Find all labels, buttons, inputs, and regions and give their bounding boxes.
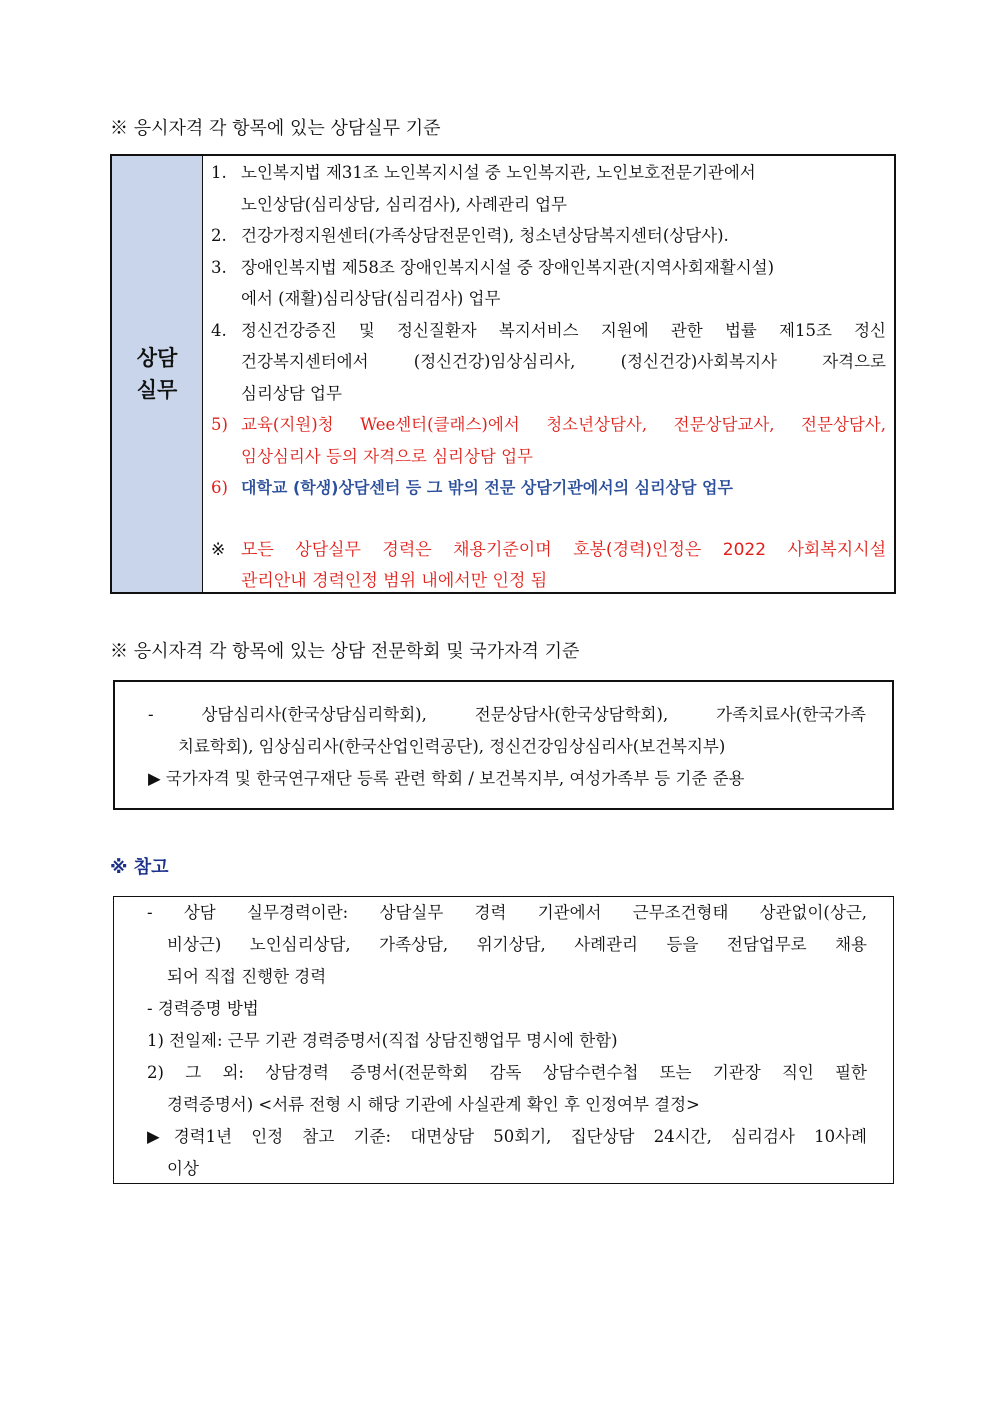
section2-heading: ※ 응시자격 각 항목에 있는 상담 전문학회 및 국가자격 기준 (110, 641, 580, 662)
item-text: 정신건강증진 및 정신질환자 복지서비스 지원에 관한 법률 제15조 정신 (241, 320, 886, 340)
criteria-item-6 (211, 472, 886, 504)
item-text: 대학교 (학생)상담센터 등 그 밖의 전문 상담기관에서의 심리상담 업무 (241, 478, 733, 497)
item-text: 장애인복지법 제58조 장애인복지시설 중 장애인복지관(지역사회재활시설) (241, 257, 775, 277)
qualification-line: - 상담심리사(한국상담심리학회), 전문상담사(한국상담학회), 가족치료사(한국가족 (148, 705, 866, 724)
criteria-item-3 (211, 252, 886, 315)
reference-line: 이상 (167, 1159, 199, 1178)
reference-line: - 경력증명 방법 (147, 999, 259, 1018)
item-text: 노인상담(심리상담, 심리검사), 사례관리 업무 (241, 194, 568, 214)
section1-heading: ※ 응시자격 각 항목에 있는 상담실무 기준 (110, 118, 441, 139)
item-text: 건강복지센터에서 (정신건강)임상심리사, (정신건강)사회복지사 자격으로 (241, 352, 886, 371)
criteria-list (203, 156, 894, 592)
item-text: 에서 (재활)심리상담(심리검사) 업무 (241, 289, 501, 308)
item-number: 3. (211, 257, 227, 277)
item-number: 4. (211, 320, 227, 340)
reference-line: ▶경력1년 인정 참고 기준: 대면상담 50회기, 집단상담 24시간, 심리검사 10사례 (147, 1127, 867, 1146)
item-number: 5) (211, 415, 228, 434)
section3-heading: ※ 참고 (110, 857, 169, 878)
reference-line: 되어 직접 진행한 경력 (167, 967, 327, 986)
item-text: 노인복지법 제31조 노인복지시설 중 노인복지관, 노인보호전문기관에서 (241, 163, 756, 182)
criteria-item-2 (211, 220, 886, 252)
criteria-item-5 (211, 409, 886, 472)
reference-line: 1) 전일제: 근무 기관 경력증명서(직접 상담진행업무 명시에 한함) (147, 1031, 618, 1050)
qualification-line: 치료학회), 임상심리사(한국산업인력공단), 정신건강임상심리사(보건복지부) (178, 737, 726, 756)
qualification-line: ▶ 국가자격 및 한국연구재단 등록 관련 학회 / 보건복지부, 여성가족부 등 기준 준용 (148, 769, 745, 788)
criteria-item-4 (211, 315, 886, 410)
reference-line: 2) 그 외: 상담경력 증명서(전문학회 감독 상담수련수첩 또는 기관장 직인 필한 (147, 1063, 867, 1082)
category-label-line1: 상담 (136, 346, 178, 370)
note-text: 모든 상담실무 경력은 채용기준이며 호봉(경력)인정은 2022 사회복지시설 (241, 539, 886, 560)
item-text: 교육(지원)청 Wee센터(클래스)에서 청소년상담사, 전문상담교사, 전문상담사, (241, 415, 886, 434)
item-number: 1. (211, 163, 227, 182)
item-text: 건강가정지원센터(가족상담전문인력), 청소년상담복지센터(상담사). (241, 226, 729, 245)
item-number: 2. (211, 226, 227, 245)
qualification-box (113, 680, 894, 810)
reference-line: - 상담 실무경력이란: 상담실무 경력 기관에서 근무조건형태 상관없이(상근, (147, 903, 867, 922)
reference-mark-icon: ※ (211, 539, 226, 560)
item-text: 임상심리사 등의 자격으로 심리상담 업무 (241, 446, 533, 466)
note-text: 관리안내 경력인정 범위 내에서만 인정 됨 (241, 571, 548, 591)
criteria-item-1 (211, 157, 886, 220)
category-label (112, 156, 203, 592)
reference-box (113, 896, 894, 1184)
reference-line: 비상근) 노인심리상담, 가족상담, 위기상담, 사례관리 등을 전담업무로 채용 (167, 935, 867, 954)
item-number: 6) (211, 478, 228, 497)
career-recognition-note (211, 535, 886, 598)
item-text: 심리상담 업무 (241, 383, 342, 403)
reference-line: 경력증명서) <서류 전형 시 해당 기관에 사실관계 확인 후 인정여부 결정> (167, 1095, 700, 1114)
counseling-practice-table (110, 154, 896, 594)
category-label-line2: 실무 (136, 378, 178, 402)
